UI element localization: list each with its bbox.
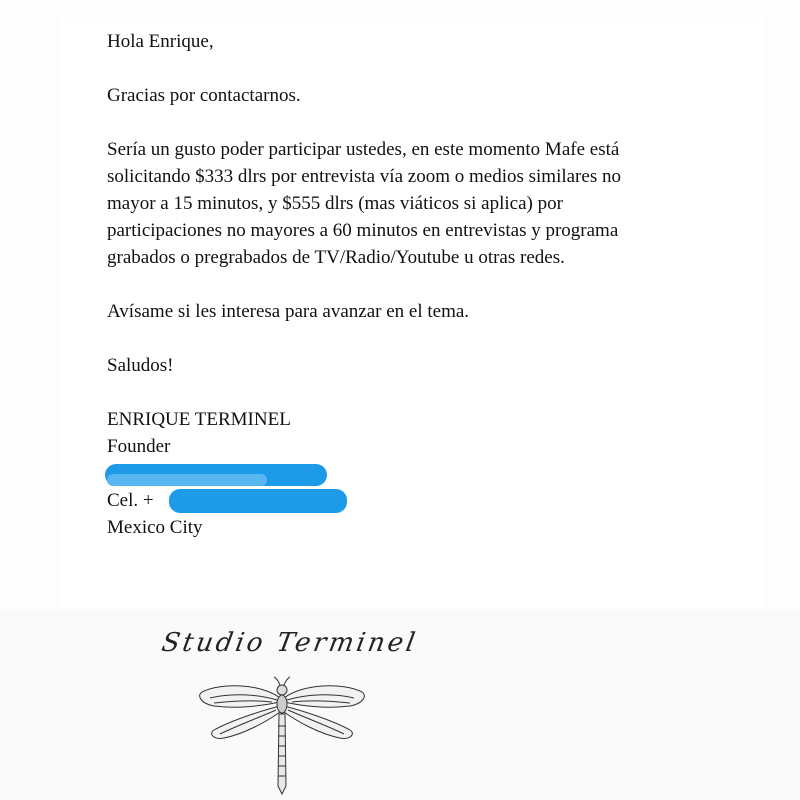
phone-prefix: Cel. +	[107, 490, 154, 511]
request-line: Avísame si les interesa para avanzar en el tema.	[107, 301, 470, 322]
body-line: grabados o pregrabados de TV/Radio/Youtube u otras redes.	[107, 247, 565, 268]
brand-logo-text: Studio Terminel	[159, 628, 421, 658]
signature-city: Mexico City	[107, 517, 203, 538]
body-line: Sería un gusto poder participar ustedes, en este momento Mafe está	[107, 139, 620, 160]
phone-line	[107, 487, 747, 514]
closing-line: Saludos!	[107, 355, 174, 376]
redaction-mark	[169, 489, 347, 513]
greeting: Hola Enrique,	[107, 31, 214, 52]
email-body	[107, 28, 747, 541]
thanks-line: Gracias por contactarnos.	[107, 85, 301, 106]
signature-name: ENRIQUE TERMINEL	[107, 409, 291, 430]
redacted-email	[107, 460, 747, 487]
dragonfly-icon	[192, 676, 372, 796]
body-line: mayor a 15 minutos, y $555 dlrs (mas viáticos si aplica) por	[107, 193, 563, 214]
redaction-mark	[107, 474, 267, 486]
body-line: solicitando $333 dlrs por entrevista vía zoom o medios similares no	[107, 166, 621, 187]
signature-role: Founder	[107, 436, 171, 457]
body-line: participaciones no mayores a 60 minutos en entrevistas y programa	[107, 220, 619, 241]
